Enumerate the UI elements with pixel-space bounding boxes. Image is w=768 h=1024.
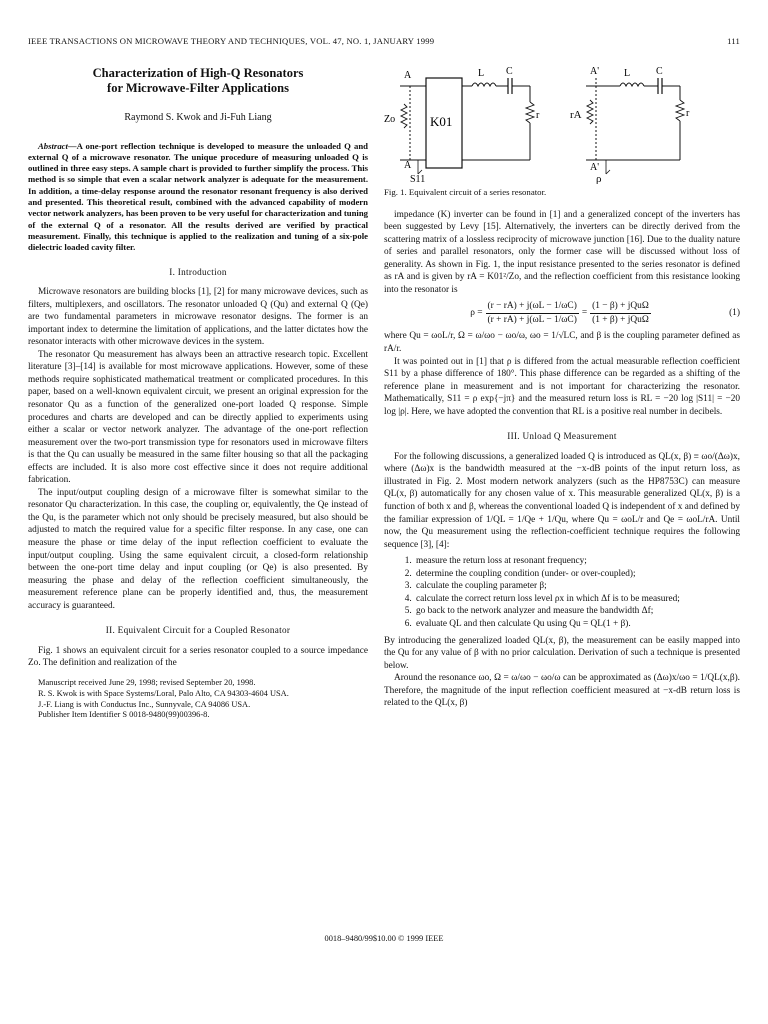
label-zo: Zo: [384, 114, 396, 125]
left-column: [28, 64, 368, 721]
intro-paragraph-1: Microwave resonators are building blocks [1], [2] for many microwave devices, such as filters, multiplexers, and oscillators. The resonator unloaded Q (Qu) and external Q (Qe) are two fundamental parameters in microwave resonator designs. The former is an important index to determine the limitation of applications, and the latter dictates how the resonator interacts with other microwave devices in the system.: [28, 287, 368, 348]
publisher-id: Publisher Item Identifier S 0018-9480(99)00396-8.: [38, 710, 210, 720]
label-a-bottom: A: [404, 160, 412, 171]
section-3-paragraph-1: For the following discussions, a generalized loaded Q is introduced as QL(x, β) ≡ ωo/(Δω)x, where (Δω)x is the bandwidth measured at the −x-dB points of the input return loss, as illustrated in Fig. 2. Most modern network analyzers (such as the HP8753C) can measure QL(x, β) automatically for any chosen value of x. This measurable generalized QL(x, β) is a function of both x and β, whereas the conventional loaded Q is independent of x and defined by the familiar expression of 1/QL = 1/Qe + 1/Qu, where Qu = ωoL/r and Qe = ωoL/rA. Until now, the Qu measurement using the reflection-coefficient technique requires the following sequence [3], [4]:: [384, 451, 740, 550]
resistor-r-left: [526, 102, 534, 123]
abstract: [28, 141, 368, 254]
label-r-left: r: [536, 110, 540, 121]
right-column: [384, 64, 740, 710]
label-s11: S11: [410, 174, 426, 184]
affiliation-kwok: R. S. Kwok is with Space Systems/Loral, Palo Alto, CA 94303-4604 USA.: [38, 688, 289, 698]
copyright-footer: 0018–9480/99$10.00 © 1999 IEEE: [324, 934, 444, 943]
equation-1-definitions: where Qu = ωoL/r, Ω = ω/ωo − ωo/ω, ωo = 1/√LC, and β is the coupling parameter defined as rA/r.: [384, 331, 740, 355]
label-a-prime-bottom: A': [590, 162, 600, 173]
label-c-left: C: [506, 66, 513, 77]
label-a-prime-top: A': [590, 66, 600, 77]
section-2-heading: II. Equivalent Circuit for a Coupled Resonator: [105, 625, 291, 636]
label-c-right: C: [656, 66, 663, 77]
abstract-text: A one-port reflection technique is developed to measure the unloaded Q and external Q of a microwave resonator. The unique procedure of measuring unloaded Q is outlined in three easy steps. A sample chart is provided to further simplify the process. This method is so simple that even a scalar network analyzer is adequate for the measurement. In addition, a time-delay response around the resonator resonant frequency is also derived and presented. This theoretical result, combined with the advanced capability of modern vector network analyzers, has been proven to be very useful for characterization and tuning of the external Q of a resonator. All the results derived are verified by practical measurement. Finally, this technique is applied to the realization and tuning of a six-pole dielectric loaded cavity filter.: [28, 140, 368, 253]
label-r-right: r: [686, 108, 690, 119]
abstract-label: Abstract—: [38, 140, 77, 151]
page-number: 111: [727, 36, 740, 46]
section-3-paragraph-3: Around the resonance ωo, Ω = ω/ωo − ωo/ω can be approximated as (Δω)x/ωo = 1/QL(x,β). Therefore, the magnitude of the input reflection coefficient measured at −x-dB return loss is related to the QL(x, β): [384, 673, 740, 709]
section-2-paragraph-1: Fig. 1 shows an equivalent circuit for a series resonator coupled to a source impedance Zo. The definition and realization of the: [28, 645, 368, 669]
source-resistor: [401, 104, 407, 128]
list-item: 1. measure the return loss at resonant frequency;: [414, 555, 740, 568]
label-rho: ρ: [596, 173, 602, 184]
intro-paragraph-2: The resonator Qu measurement has always been an attractive research topic. Excellent literature [3]–[14] is available for most microwave applications. However, some of these methods require sophisticated mathematical treatment or complicated procedures. In this paper, based on a well-known equivalent circuit, we present an original expression for the resonator Qu as a function of the generalized one-port loaded Q response. Simple procedures and charts are developed and can be directly applied to experiments using either a scalar or vector network analyzer. The advantage of the one-port reflection measurement over the two-port transmission type for resonators used in microwave filters is that the Qu can usually be measured in the same filter housing so that all the packaging effects are included. It is also more cost effective since it does not require additional fabrication.: [28, 349, 368, 486]
resistor-r-right: [676, 100, 684, 121]
label-l-left: L: [478, 68, 485, 79]
measurement-steps-list: [384, 555, 740, 630]
list-item: 4. calculate the correct return loss level ρx in which Δf is to be measured;: [414, 593, 740, 606]
list-item: 2. determine the coupling condition (under- or over-coupled);: [414, 568, 740, 581]
inductor-l-right: [620, 83, 644, 86]
affiliation-liang: J.-F. Liang is with Conductus Inc., Sunnyvale, CA 94086 USA.: [38, 699, 251, 709]
list-item: 3. calculate the coupling parameter β;: [414, 580, 740, 593]
running-header: [28, 36, 740, 46]
journal-name: IEEE TRANSACTIONS ON MICROWAVE THEORY AND TECHNIQUES, VOL. 47, NO. 1, JANUARY 1999: [28, 36, 435, 46]
equation-1: ρ = $\frac{(r - rA) + j(\omega L - 1/\omega C)}{(r + rA) + j(\omega L - 1/\omega C)}$ = $\frac{\text{(1 − β) + jQuΩ}}{\text{(1 + β) + jQuΩ}}$ (1): [470, 301, 740, 325]
equivalent-circuit-diagram: [384, 64, 740, 184]
paper-title: Characterization of High-Q Resonators for Microwave-Filter Applications: [92, 66, 304, 95]
manuscript-notes: [28, 678, 368, 721]
label-l-right: L: [624, 68, 631, 79]
figure-1: [384, 64, 740, 184]
intro-paragraph-3: The input/output coupling design of a microwave filter is somewhat similar to the resonator Qu characterization. In this case, the coupling or, equivalently, the Qe instead of the Qu, is the parameter which not only should be precisely measured, but also should be adjusted to match the required value for a specific filter response. In any case, one can measure the phase or time delay of the input reflection coefficient to evaluate the input/output coupling. Using the same equivalent circuit, a closed-form relationship between the one-port time delay and input coupling (or Qe) is also presented. By measuring the phase and delay of the reflection coefficient simultaneously, the measurement reference plane can be properly identified and, thus, the measurement accuracy is guaranteed.: [28, 487, 368, 611]
equation-number: (1): [729, 308, 740, 319]
section-3-paragraph-2: By introducing the generalized loaded QL(x, β), the measurement can be easily mapped into the Qu for any value of β with no prior calculation. Derivation of such a technique is presented below.: [384, 635, 740, 671]
inductor-l: [472, 83, 496, 86]
label-k01: K01: [430, 114, 453, 129]
list-item: 6. evaluate QL and then calculate Qu using Qu = QL(1 + β).: [414, 618, 740, 631]
label-ra: rA: [570, 109, 582, 121]
figure-1-caption: Fig. 1. Equivalent circuit of a series resonator.: [384, 187, 547, 197]
list-item: 5. go back to the network analyzer and measure the bandwidth Δf;: [414, 605, 740, 618]
authors: Raymond S. Kwok and Ji-Fuh Liang: [124, 112, 272, 123]
section-2-paragraph-2: impedance (K) inverter can be found in [1] and a generalized concept of the inverters has been suggested by Levy [15]. Alternatively, the inverters can be directly derived from the scattering matrix of a lossless reciprocity of microwave junction [16]. Due to the duality nature of series and parallel resonators, only the former case will be discussed without loss of generality. As shown in Fig. 1, the input resistance presented to the series resonator is defined as rA and is given by rA = K01²/Zo, and the reflection coefficient from this resistance looking into the resonator is: [384, 209, 740, 295]
section-2-paragraph-3: It was pointed out in [1] that ρ is differed from the actual measurable reflection coefficient S11 by a phase difference of 180°. This phase difference can be regarded as a shifting of the reference plane in measurement and is not important for characterizing the resonator. Mathematically, S11 = ρ exp{−jπ} and the measured return loss is RL = −20 log |S11| = −20 log |ρ|. Here, we have adopted the convention that RL is a positive real number in decibels.: [384, 356, 740, 417]
section-1-heading: I. Introduction: [169, 266, 227, 277]
resistor-ra: [587, 100, 593, 124]
label-a-top: A: [404, 70, 412, 81]
manuscript-received: Manuscript received June 29, 1998; revised September 20, 1998.: [38, 677, 256, 687]
section-3-heading: III. Unload Q Measurement: [507, 431, 617, 442]
